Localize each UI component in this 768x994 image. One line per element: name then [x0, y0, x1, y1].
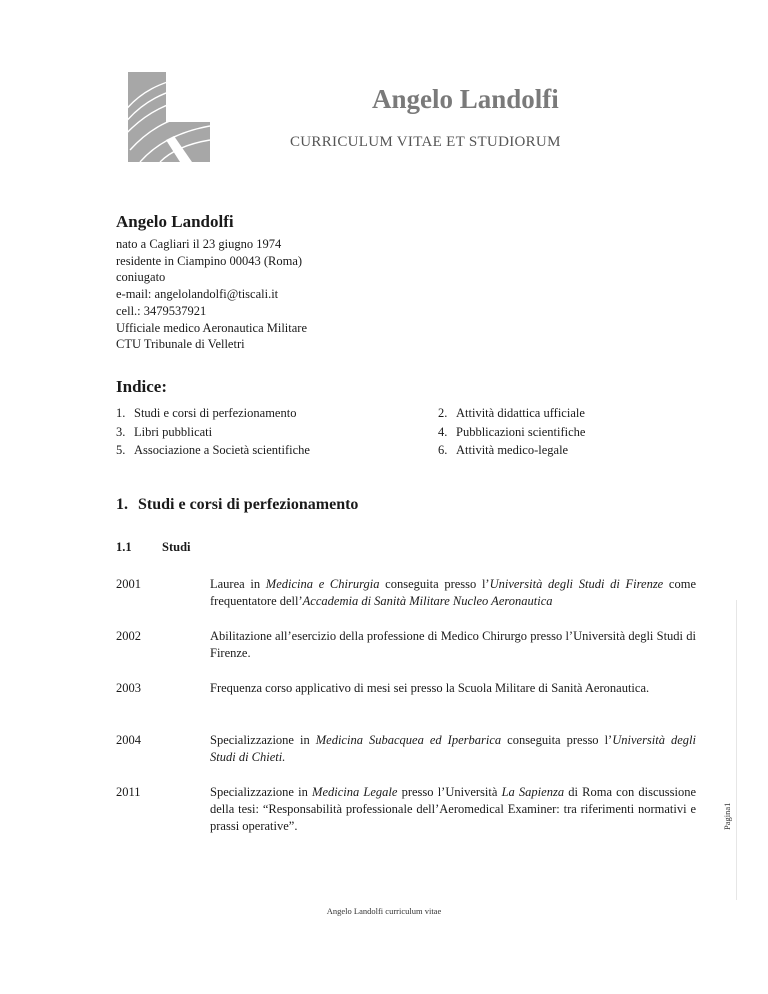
- entry-text-run: Abilitazione all’esercizio della professione di Medico Chirurgo presso l’Università degli Studi di Firenze.: [210, 629, 696, 660]
- entry-text-run: Specializzazione in: [210, 785, 313, 799]
- entry-text-run: Frequenza corso applicativo di mesi sei presso la Scuola Militare di Sanità Aeronautica.: [210, 681, 650, 695]
- entry-text-run: di Roma con discussione della tesi: “Responsabilità professionale dell’Aeromedical Examiner: tra riferimenti normativi e prassi operative”.: [210, 785, 696, 833]
- section-heading: 1. Studi e corsi di perfezionamento: [116, 496, 359, 513]
- index-item: 4. Pubblicazioni scientifiche: [438, 424, 586, 439]
- entry-text: [210, 628, 696, 662]
- info-line-marital-status: coniugato: [116, 270, 166, 285]
- info-line-role: Ufficiale medico Aeronautica Militare: [116, 320, 308, 335]
- index-item: 6. Attività medico-legale: [438, 443, 569, 457]
- page-edge-rule: [736, 600, 737, 900]
- info-line-birth: nato a Cagliari il 23 giugno 1974: [116, 237, 282, 251]
- entry-text-italic: La Sapienza: [501, 785, 565, 799]
- entry-text: [210, 576, 696, 610]
- entry-text-italic: Medicina Legale: [312, 785, 398, 799]
- entry-text-italic: Università degli Studi di Firenze: [489, 577, 664, 591]
- index-item: 3. Libri pubblicati: [116, 424, 213, 439]
- study-entry: [116, 784, 696, 835]
- index-column-right: [438, 404, 585, 460]
- person-name: Angelo Landolfi: [116, 212, 234, 231]
- entry-year: 2001: [116, 577, 141, 591]
- subsection-heading: 1.1 Studi: [116, 540, 191, 554]
- info-line-ctu: CTU Tribunale di Velletri: [116, 337, 245, 352]
- document-subtitle: CURRICULUM VITAE ET STUDIORUM: [290, 134, 561, 150]
- study-entry: [116, 628, 696, 662]
- stylized-L-logo-icon: [120, 72, 210, 162]
- page-footer: Angelo Landolfi curriculum vitae: [326, 906, 442, 916]
- index-item: 2. Attività didattica ufficiale: [438, 406, 585, 420]
- entry-text-run: conseguita presso l’: [501, 733, 613, 747]
- entry-text-italic: Università degli Studi di Chieti.: [210, 733, 697, 764]
- entry-year: 2002: [116, 629, 141, 643]
- index-item: 1. Studi e corsi di perfezionamento: [116, 406, 297, 420]
- study-entry: [116, 732, 696, 766]
- page-number-label: Pagina1: [722, 802, 732, 830]
- study-entry: [116, 576, 696, 610]
- entry-text: [210, 784, 696, 835]
- entry-text-run: presso l’Università: [397, 785, 502, 799]
- entry-text-run: come frequentatore dell’: [210, 577, 696, 608]
- index-item: 5. Associazione a Società scientifiche: [116, 443, 310, 457]
- personal-info: [116, 236, 307, 353]
- entry-text: [210, 732, 696, 766]
- entry-text-italic: Accademia di Sanità Militare Nucleo Aeronautica: [302, 594, 553, 608]
- document-title: Angelo Landolfi: [372, 84, 559, 114]
- entry-text-run: Laurea in: [210, 577, 266, 591]
- info-line-residence: residente in Ciampino 00043 (Roma): [116, 253, 303, 268]
- entry-text-italic: Medicina e Chirurgia: [265, 577, 380, 591]
- index-heading: Indice:: [116, 377, 167, 396]
- entry-text-run: Specializzazione in: [210, 733, 316, 747]
- entry-year: 2003: [116, 681, 141, 695]
- entry-text: [210, 680, 696, 697]
- entry-text-run: conseguita presso l’: [379, 577, 490, 591]
- study-entry: [116, 680, 696, 697]
- info-line-phone: cell.: 3479537921: [116, 303, 207, 318]
- info-line-email: e-mail: angelolandolfi@tiscali.it: [116, 287, 279, 302]
- entry-text-italic: Medicina Subacquea ed Iperbarica: [315, 733, 502, 747]
- index-column-left: [116, 404, 310, 460]
- entry-year: 2004: [116, 733, 141, 747]
- entry-year: 2011: [116, 785, 141, 799]
